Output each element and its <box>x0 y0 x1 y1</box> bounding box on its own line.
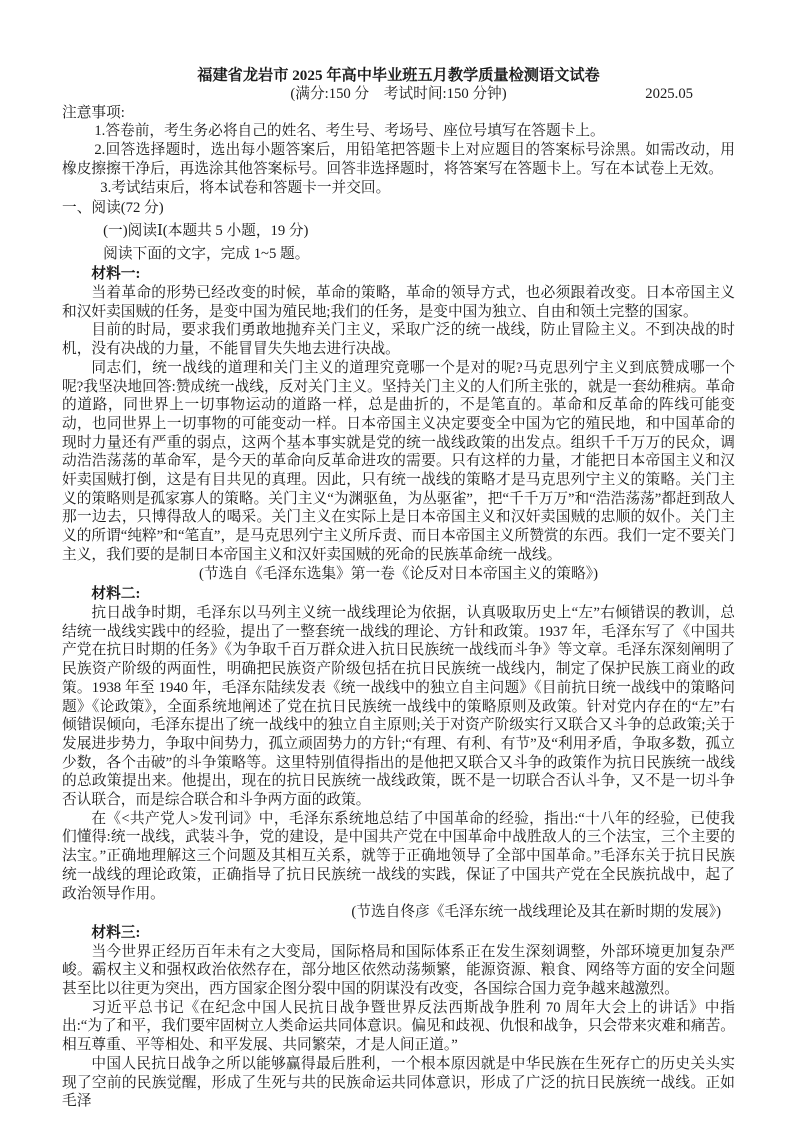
material1-label: 材料一: <box>91 266 141 283</box>
material3-label: 材料三: <box>91 924 141 941</box>
material3-paragraph-1: 当今世界正经历百年未有之大变局，国际格局和国际体系正在发生深刻调整，外部环境更加复杂严峻。霸权主义和强权政治依然存在，部分地区依然动荡频繁，能源资源、粮食、网络等方面的安全问题甚至比以往更为突出，西方国家企图分裂中国的阴谋没有改变，各国综合国力竞争越来越激烈。 <box>62 943 735 998</box>
material2-label: 材料二: <box>91 586 141 603</box>
reading-instruction: 阅读下面的文字，完成 1~5 题。 <box>103 245 310 262</box>
material1-paragraph-2: 目前的时局，要求我们勇敢地抛弃关门主义，采取广泛的统一战线，防止冒险主义。不到决战的时机，没有决战的力量，不能冒冒失失地去进行决战。 <box>62 322 735 358</box>
section-heading-reading: 一、阅读(72 分) <box>62 200 164 217</box>
material3-paragraph-3: 中国人民抗日战争之所以能够赢得最后胜利，一个根本原因就是中华民族在生死存亡的历史关头实现了空前的民族觉醒，形成了生死与共的民族命运共同体意识，形成了广泛的抗日民族统一战线。正如毛泽 <box>62 1055 735 1110</box>
material1-paragraph-1: 当着革命的形势已经改变的时候，革命的策略，革命的领导方式，也必须跟着改变。日本帝国主义和汉奸卖国贼的任务，是变中国为殖民地;我们的任务，是变中国为独立、自由和领土完整的国家。 <box>62 285 735 320</box>
material2-paragraph-1: 抗日战争时期，毛泽东以马列主义统一战线理论为依据，认真吸取历史上“左”右倾错误的教训，总结统一战线实践中的经验，提出了一整套统一战线的理论、方针和政策。1937 年，毛泽东写了《中国共产党在抗日时期的任务》《为争取千百万群众进入抗日民族统一战线而斗争》等文章。毛泽东深刻阐明了民族资产阶级的两面性，明确把民族资产阶级包括在抗日民族统一战线内，制定了保护民族工商业的政策。1938 年至 1940 年，毛泽东陆续发表《统一战线中的独立自主问题》《目前抗日统一战线中的策略问题》《论政策》，全面系统地阐述了党在抗日民族统一战线中的策略原则及政策。针对党内存在的“左”右倾错误倾向，毛泽东提出了统一战线中的独立自主原则;关于对资产阶级实行又联合又斗争的总政策;关于发展进步势力，争取中间势力，孤立顽固势力的方针;“有理、有利、有节”及“利用矛盾，争取多数，孤立少数，各个击破”的斗争策略等。这里特别值得指出的是他把又联合又斗争的政策作为抗日民族统一战线的总政策提出来。他提出，现在的抗日民族统一战线政策，既不是一切联合否认斗争，又不是一切斗争否认联合，而是综合联合和斗争两方面的政策。 <box>62 604 735 809</box>
material3-paragraph-2: 习近平总书记《在纪念中国人民抗日战争暨世界反法西斯战争胜利 70 周年大会上的讲话》中指出:“为了和平，我们要牢固树立人类命运共同体意识。偏见和歧视、仇恨和战争，只会带来灾难和痛苦。相互尊重、平等相处、和平发展、共同繁荣，才是人间正道。” <box>62 999 735 1054</box>
material2-source: (节选自佟彦《毛泽东统一战线理论及其在新时期的发展》) <box>351 904 721 921</box>
subsection-heading-reading-1: (一)阅读Ⅰ(本题共 5 小题，19 分) <box>103 222 309 239</box>
notice-item-2: 2.回答选择题时，选出每小题答案后，用铅笔把答题卡上对应题目的答案标号涂黑。如需改动，用橡皮擦擦干净后，再选涂其他答案标号。回答非选择题时，将答案写在答题卡上。写在本试卷上无效。 <box>62 142 735 177</box>
paper-score-time: (满分:150 分 考试时间:150 分钟) <box>290 86 507 102</box>
material1-source: (节选自《毛泽东选集》第一卷《论反对日本帝国主义的策略》) <box>199 565 598 582</box>
paper-date: 2025.05 <box>645 86 693 102</box>
notice-item-3: 3.考试结束后，将本试卷和答题卡一并交回。 <box>100 179 391 196</box>
material2-paragraph-2: 在《<共产党人>发刊词》中，毛泽东系统地总结了中国革命的经验，指出:“十八年的经验，已使我们懂得:统一战线，武装斗争，党的建设，是中国共产党在中国革命中战胜敌人的三个法宝，三个主要的法宝。”正确地理解这三个问题及其相互关系，就等于正确地领导了全部中国革命。”毛泽东关于抗日民族统一战线的理论政策，正确指导了抗日民族统一战线的实践，保证了中国共产党在全民族抗战中，起了政治领导作用。 <box>62 810 735 902</box>
paper-title: 福建省龙岩市 2025 年高中毕业班五月教学质量检测语文试卷 <box>197 67 600 84</box>
material1-paragraph-3: 同志们，统一战线的道理和关门主义的道理究竟哪一个是对的呢?马克思列宁主义到底赞成哪一个呢?我坚决地回答:赞成统一战线，反对关门主义。坚持关门主义的人们所主张的，就是一套幼稚病。革命的道路，同世界上一切事物运动的道路一样，总是曲折的，不是笔直的。革命和反革命的阵线可能变动，也同世界上一切事物的可能变动一样。日本帝国主义决定要变全中国为它的殖民地，和中国革命的现时力量还有严重的弱点，这两个基本事实就是党的统一战线政策的出发点。组织千千万万的民众，调动浩浩荡荡的革命军，是今天的革命向反革命进攻的需要。只有这样的力量，才能把日本帝国主义和汉奸卖国贼打倒，这是有目共见的真理。因此，只有统一战线的策略才是马克思列宁主义的策略。关门主义的策略则是孤家寡人的策略。关门主义“为渊驱鱼，为丛驱雀”，把“千千万万”和“浩浩荡荡”都赶到敌人那一边去，只博得敌人的喝采。关门主义在实际上是日本帝国主义和汉奸卖国贼的忠顺的奴仆。关门主义的所谓“纯粹”和“笔直”，是马克思列宁主义所斥责、而日本帝国主义所赞赏的东西。我们一定不要关门主义，我们要的是制日本帝国主义和汉奸卖国贼的死命的民族革命统一战线。 <box>62 359 735 563</box>
notice-heading: 注意事项: <box>62 104 125 121</box>
notice-item-1: 1.答卷前，考生务必将自己的姓名、考生号、考场号、座位号填写在答题卡上。 <box>94 123 605 140</box>
paper-subtitle-row <box>62 85 735 104</box>
